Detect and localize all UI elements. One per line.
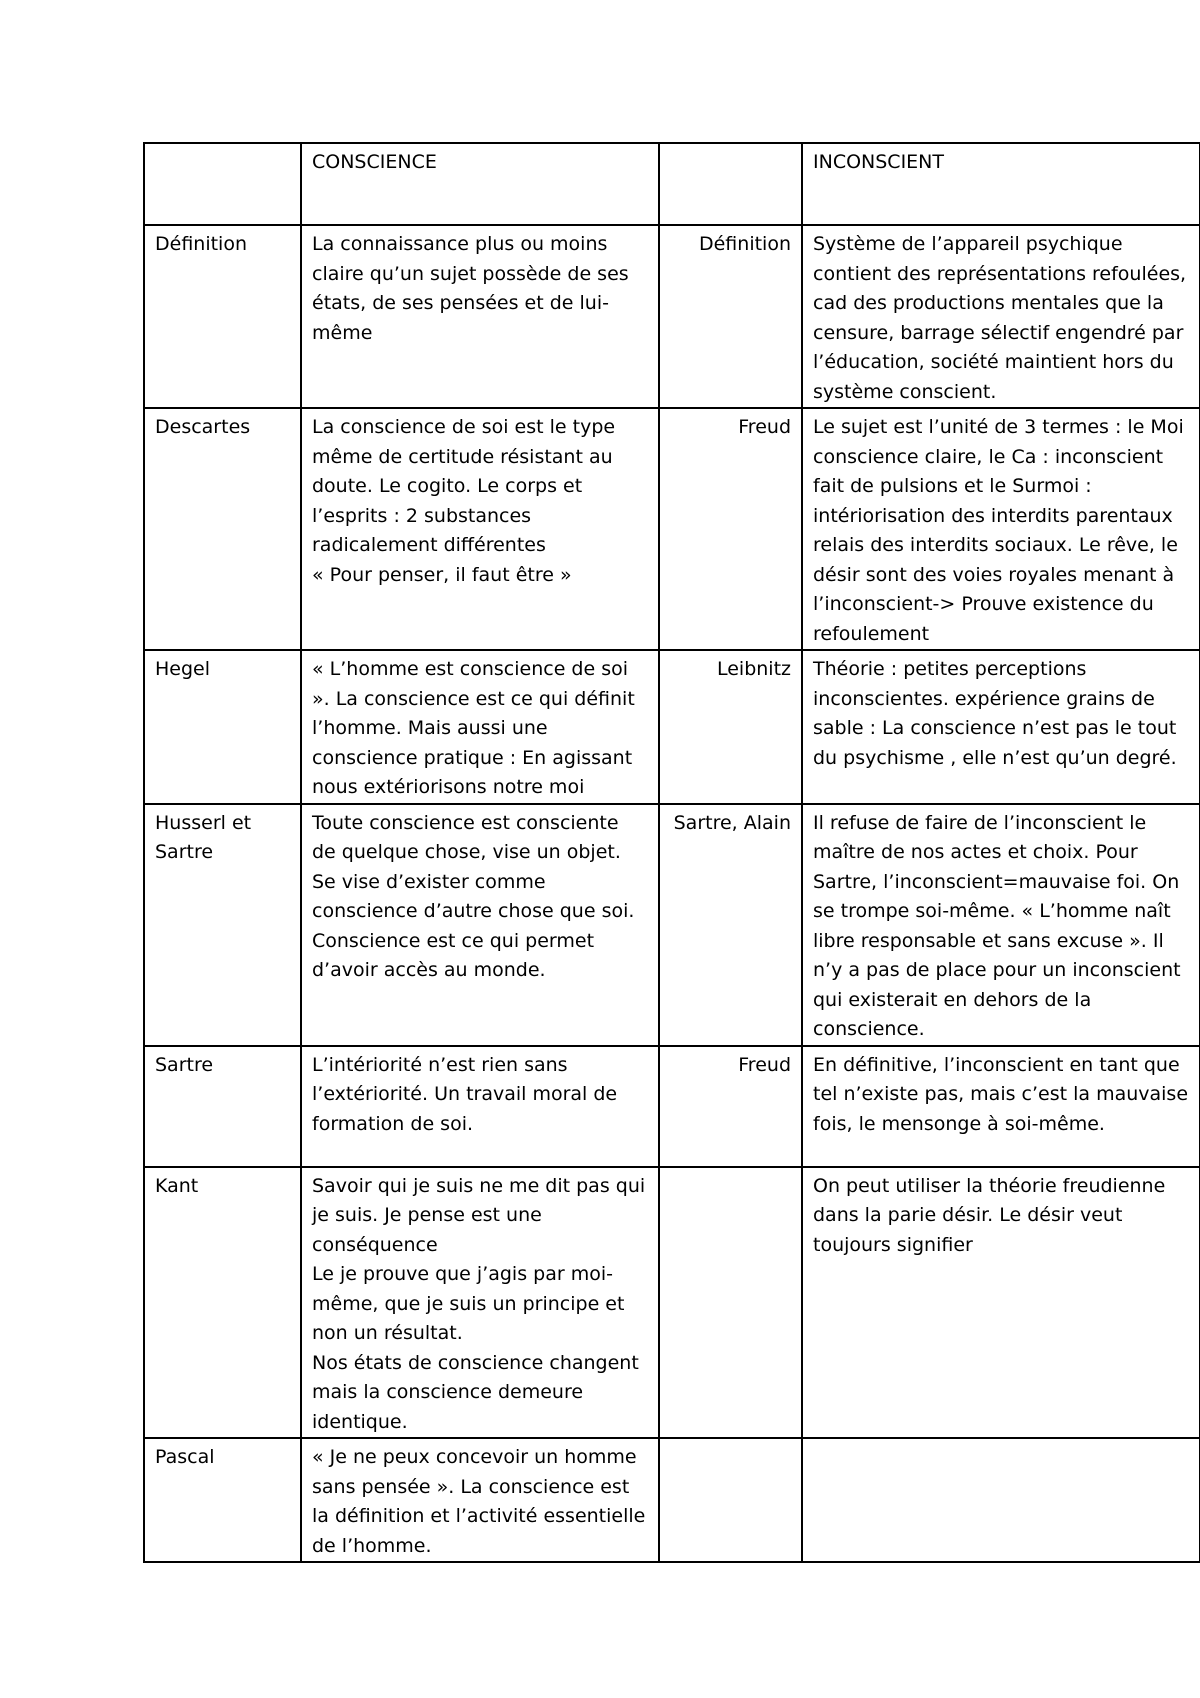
row-label-cell [144,650,301,804]
inconscient-label: Définition [698,233,791,255]
inconscient-cell [802,1438,1200,1562]
table-row [144,804,1200,1046]
inconscient-label: Freud [738,416,791,438]
conscience-text: « L’homme est conscience de soi ». La conscience est ce qui définit l’homme. Mais aussi une conscience pratique : En agissant nous extériorisons notre moi [312,658,635,798]
table-row [144,1167,1200,1439]
header-cell-empty-middle [659,143,802,225]
header-cell-conscience [301,143,659,225]
inconscient-text: Le sujet est l’unité de 3 termes : le Moi conscience claire, le Ca : inconscient fait de pulsions et le Surmoi : intériorisation des interdits parentaux relais des interdits sociaux. Le rêve, le désir sont des voies royales menant à l’inconscient-> Prouve existence du refoulement [813,416,1184,645]
conscience-cell [301,1438,659,1562]
table-row [144,408,1200,650]
inconscient-label-cell [659,650,802,804]
inconscient-cell [802,225,1200,408]
row-label: Kant [155,1174,199,1197]
inconscient-cell [802,1046,1200,1167]
row-label: Hegel [155,658,211,680]
table-row [144,650,1200,804]
row-label: Pascal [155,1446,215,1468]
conscience-cell [301,804,659,1046]
row-label-cell [144,804,301,1046]
comparison-table [143,142,1200,1563]
inconscient-cell [802,408,1200,650]
row-label-cell [144,1438,301,1562]
conscience-text: La connaissance plus ou moins claire qu’un sujet possède de ses états, de ses pensées et de lui-même [312,233,629,344]
inconscient-label-cell [659,1167,802,1439]
conscience-text: Toute conscience est consciente de quelque chose, vise un objet. Se vise d’exister comme conscience d’autre chose que soi. Conscience est ce qui permet d’avoir accès au monde. [312,811,635,981]
header-inconscient-label: INCONSCIENT [813,151,945,173]
header-cell-inconscient [802,143,1200,225]
inconscient-label-cell [659,408,802,650]
inconscient-cell [802,1167,1200,1439]
conscience-text: « Je ne peux concevoir un homme sans pensée ». La conscience est la définition et l’activité essentielle de l’homme. [312,1446,646,1557]
inconscient-label: Leibnitz [716,658,791,680]
inconscient-label-cell [659,804,802,1046]
table-header-row [144,143,1200,225]
row-label: Husserl et Sartre [155,811,252,863]
inconscient-text: Système de l’appareil psychique contient des représentations refoulées, cad des productions mentales que la censure, barrage sélectif engendré par l’éducation, société maintient hors du système conscient. [813,233,1187,403]
conscience-text: La conscience de soi est le type même de certitude résistant au doute. Le cogito. Le corps et l’esprits : 2 substances radicalement différentes « Pour penser, il faut être » [312,416,616,586]
inconscient-label: Sartre, Alain [673,811,791,834]
table-row [144,225,1200,408]
row-label-cell [144,408,301,650]
inconscient-text: Il refuse de faire de l’inconscient le maître de nos actes et choix. Pour Sartre, l’inconscient=mauvaise foi. On se trompe soi-même. « L’homme naît libre responsable et sans excuse ». Il n’y a pas de place pour un inconscient qui existerait en dehors de la conscience. [813,811,1181,1040]
row-label-cell [144,225,301,408]
table-row [144,1046,1200,1167]
conscience-cell [301,1167,659,1439]
row-label-cell [144,1046,301,1167]
row-label-cell [144,1167,301,1439]
row-label: Sartre [155,1053,214,1076]
conscience-text: Savoir qui je suis ne me dit pas qui je suis. Je pense est une conséquence Le je prouve que j’agis par moi-même, que je suis un principe et non un résultat. Nos états de conscience changent mais la conscience demeure identique. [312,1174,646,1433]
row-label: Définition [155,233,248,255]
conscience-text: L’intériorité n’est rien sans l’extériorité. Un travail moral de formation de soi. [312,1053,618,1135]
inconscient-cell [802,650,1200,804]
inconscient-label-cell [659,1438,802,1562]
inconscient-cell [802,804,1200,1046]
inconscient-label-cell [659,225,802,408]
conscience-cell [301,650,659,804]
conscience-cell [301,225,659,408]
header-cell-empty-left [144,143,301,225]
conscience-cell [301,1046,659,1167]
inconscient-text: En définitive, l’inconscient en tant que tel n’existe pas, mais c’est la mauvaise fois, le mensonge à soi-même. [813,1053,1189,1135]
header-conscience-label: CONSCIENCE [312,151,437,173]
conscience-cell [301,408,659,650]
row-label: Descartes [155,416,251,438]
table-row [144,1438,1200,1562]
inconscient-label-cell [659,1046,802,1167]
inconscient-label: Freud [738,1053,791,1076]
inconscient-text: On peut utiliser la théorie freudienne dans la parie désir. Le désir veut toujours signifier [813,1174,1166,1256]
inconscient-text: Théorie : petites perceptions inconscientes. expérience grains de sable : La conscience n’est pas le tout du psychisme , elle n’est qu’un degré. [813,658,1177,769]
